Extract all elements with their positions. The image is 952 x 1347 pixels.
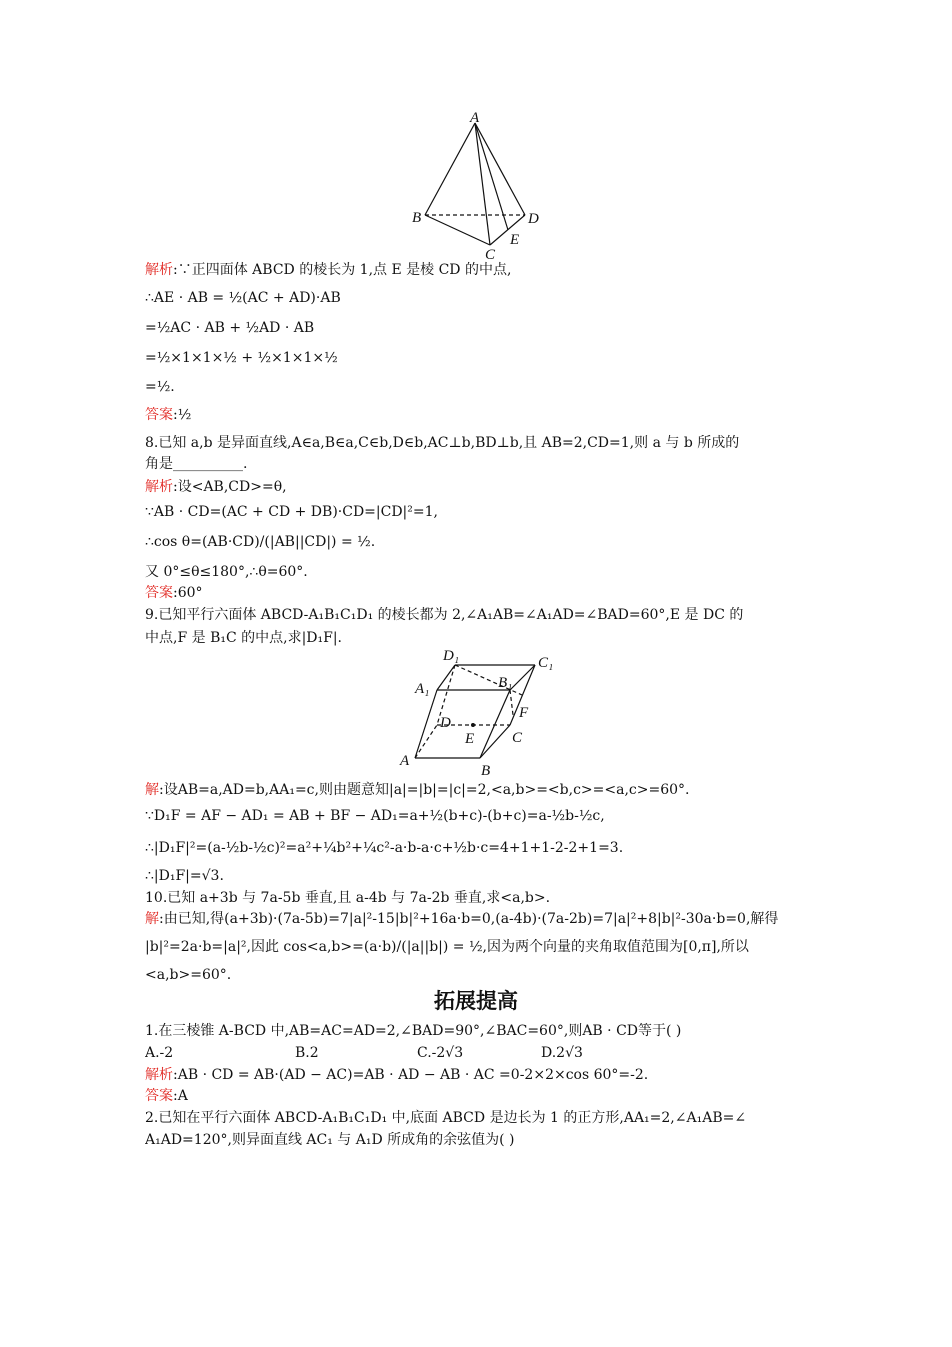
q10-solution-line1: 解:由已知,得(a+3b)·(7a-5b)=7|a|²-15|b|²+16a·b=0,(a-4b)·(7a-2b)=7|a|²+8|b|²-30a·b=0,解得	[145, 911, 779, 927]
solution-label: 解析	[145, 479, 173, 495]
q10-question-line1: 10.已知 a+3b 与 7a-5b 垂直,且 a-4b 与 7a-2b 垂直,求<a,b>.	[145, 890, 551, 906]
label-A: A	[400, 753, 410, 769]
q10-solution-line3: <a,b>=60°.	[145, 967, 232, 983]
label-C: C	[512, 730, 523, 746]
label-B: B	[481, 763, 491, 779]
solution-label: 解析	[145, 1067, 173, 1083]
answer-label: 答案	[145, 1088, 173, 1104]
option-c: C.-2√3	[417, 1045, 464, 1061]
label-D: D	[440, 715, 451, 731]
solution-label: 解	[145, 782, 159, 798]
label-E: E	[465, 731, 475, 747]
q8-solution-line3: ∴cos θ=(AB·CD)/(|AB||CD|) = ½.	[145, 534, 376, 550]
e1-options	[145, 1043, 815, 1063]
section-title: 拓展提高	[434, 989, 518, 1013]
q7-solution-line3: =½AC · AB + ½AD · AB	[145, 320, 315, 336]
q9-solution-line1: 解:设AB=a,AD=b,AA₁=c,则由题意知|a|=|b|=|c|=2,<a,b>=<b,c>=<a,c>=60°.	[145, 782, 690, 798]
label-C: C	[485, 247, 496, 260]
q9-question-line2: 中点,F 是 B₁C 的中点,求|D₁F|.	[145, 630, 343, 646]
q10-solution-line2: |b|²=2a·b=|a|²,因此 cos<a,b>=(a·b)/(|a||b|) = ½,因为两个向量的夹角取值范围为[0,π],所以	[145, 939, 749, 955]
q8-question-line2: 角是__________.	[145, 456, 248, 472]
e1-solution-line1: 解析:AB · CD = AB·(AD − AC)=AB · AD − AB · AC =0-2×2×cos 60°=-2.	[145, 1067, 649, 1083]
label-B: B	[412, 210, 422, 226]
q9-solution-line2: ∵D₁F = AF − AD₁ = AB + BF − AD₁=a+½(b+c)-(b+c)=a-½b-½c,	[145, 808, 605, 824]
q8-question-line1: 8.已知 a,b 是异面直线,A∈a,B∈a,C∈b,D∈b,AC⊥b,BD⊥b,且 AB=2,CD=1,则 a 与 b 所成的	[145, 435, 740, 451]
e2-question-line1: 2.已知在平行六面体 ABCD-A₁B₁C₁D₁ 中,底面 ABCD 是边长为 1 的正方形,AA₁=2,∠A₁AB=∠	[145, 1110, 747, 1126]
option-a: A.-2	[145, 1045, 174, 1061]
tetrahedron-figure	[400, 110, 560, 260]
q9-solution-line3: ∴|D₁F|²=(a-½b-½c)²=a²+¼b²+¼c²-a·b-a·c+½b·c=4+1+1-2-2+1=3.	[145, 840, 624, 856]
q8-answer: 答案:60°	[145, 585, 203, 601]
option-b: B.2	[295, 1045, 319, 1061]
label-D: D	[528, 211, 539, 227]
q7-answer: 答案:½	[145, 407, 192, 423]
q8-solution-line4: 又 0°≤θ≤180°,∴θ=60°.	[145, 564, 308, 580]
q7-solution-line4: =½×1×1×½ + ½×1×1×½	[145, 350, 338, 366]
label-C1: C₁	[538, 655, 554, 671]
label-B1: B₁	[498, 675, 513, 691]
q7-solution-line5: =½.	[145, 379, 175, 395]
label-F: F	[519, 705, 529, 721]
label-D1: D₁	[443, 648, 460, 664]
answer-label: 答案	[145, 585, 173, 601]
q8-solution-line2: ∵AB · CD=(AC + CD + DB)·CD=|CD|²=1,	[145, 504, 438, 520]
label-A1: A₁	[415, 681, 430, 697]
q7-solution-line1: 解析:∵正四面体 ABCD 的棱长为 1,点 E 是棱 CD 的中点,	[145, 262, 512, 278]
q8-solution-line1: 解析:设<AB,CD>=θ,	[145, 479, 287, 495]
q9-solution-line4: ∴|D₁F|=√3.	[145, 868, 224, 884]
e2-question-line2: A₁AD=120°,则异面直线 AC₁ 与 A₁D 所成角的余弦值为( )	[145, 1132, 515, 1148]
parallelepiped-figure	[395, 645, 565, 780]
solution-label: 解	[145, 911, 159, 927]
label-A: A	[470, 110, 480, 126]
option-d: D.2√3	[541, 1045, 583, 1061]
e1-question-line1: 1.在三棱锥 A-BCD 中,AB=AC=AD=2,∠BAD=90°,∠BAC=60°,则AB · CD等于( )	[145, 1023, 682, 1039]
solution-label: 解析	[145, 262, 173, 278]
e1-answer: 答案:A	[145, 1088, 188, 1104]
label-E: E	[510, 232, 520, 248]
q9-question-line1: 9.已知平行六面体 ABCD-A₁B₁C₁D₁ 的棱长都为 2,∠A₁AB=∠A₁AD=∠BAD=60°,E 是 DC 的	[145, 607, 744, 623]
answer-label: 答案	[145, 407, 173, 423]
q7-solution-line2: ∴AE · AB = ½(AC + AD)·AB	[145, 290, 341, 306]
